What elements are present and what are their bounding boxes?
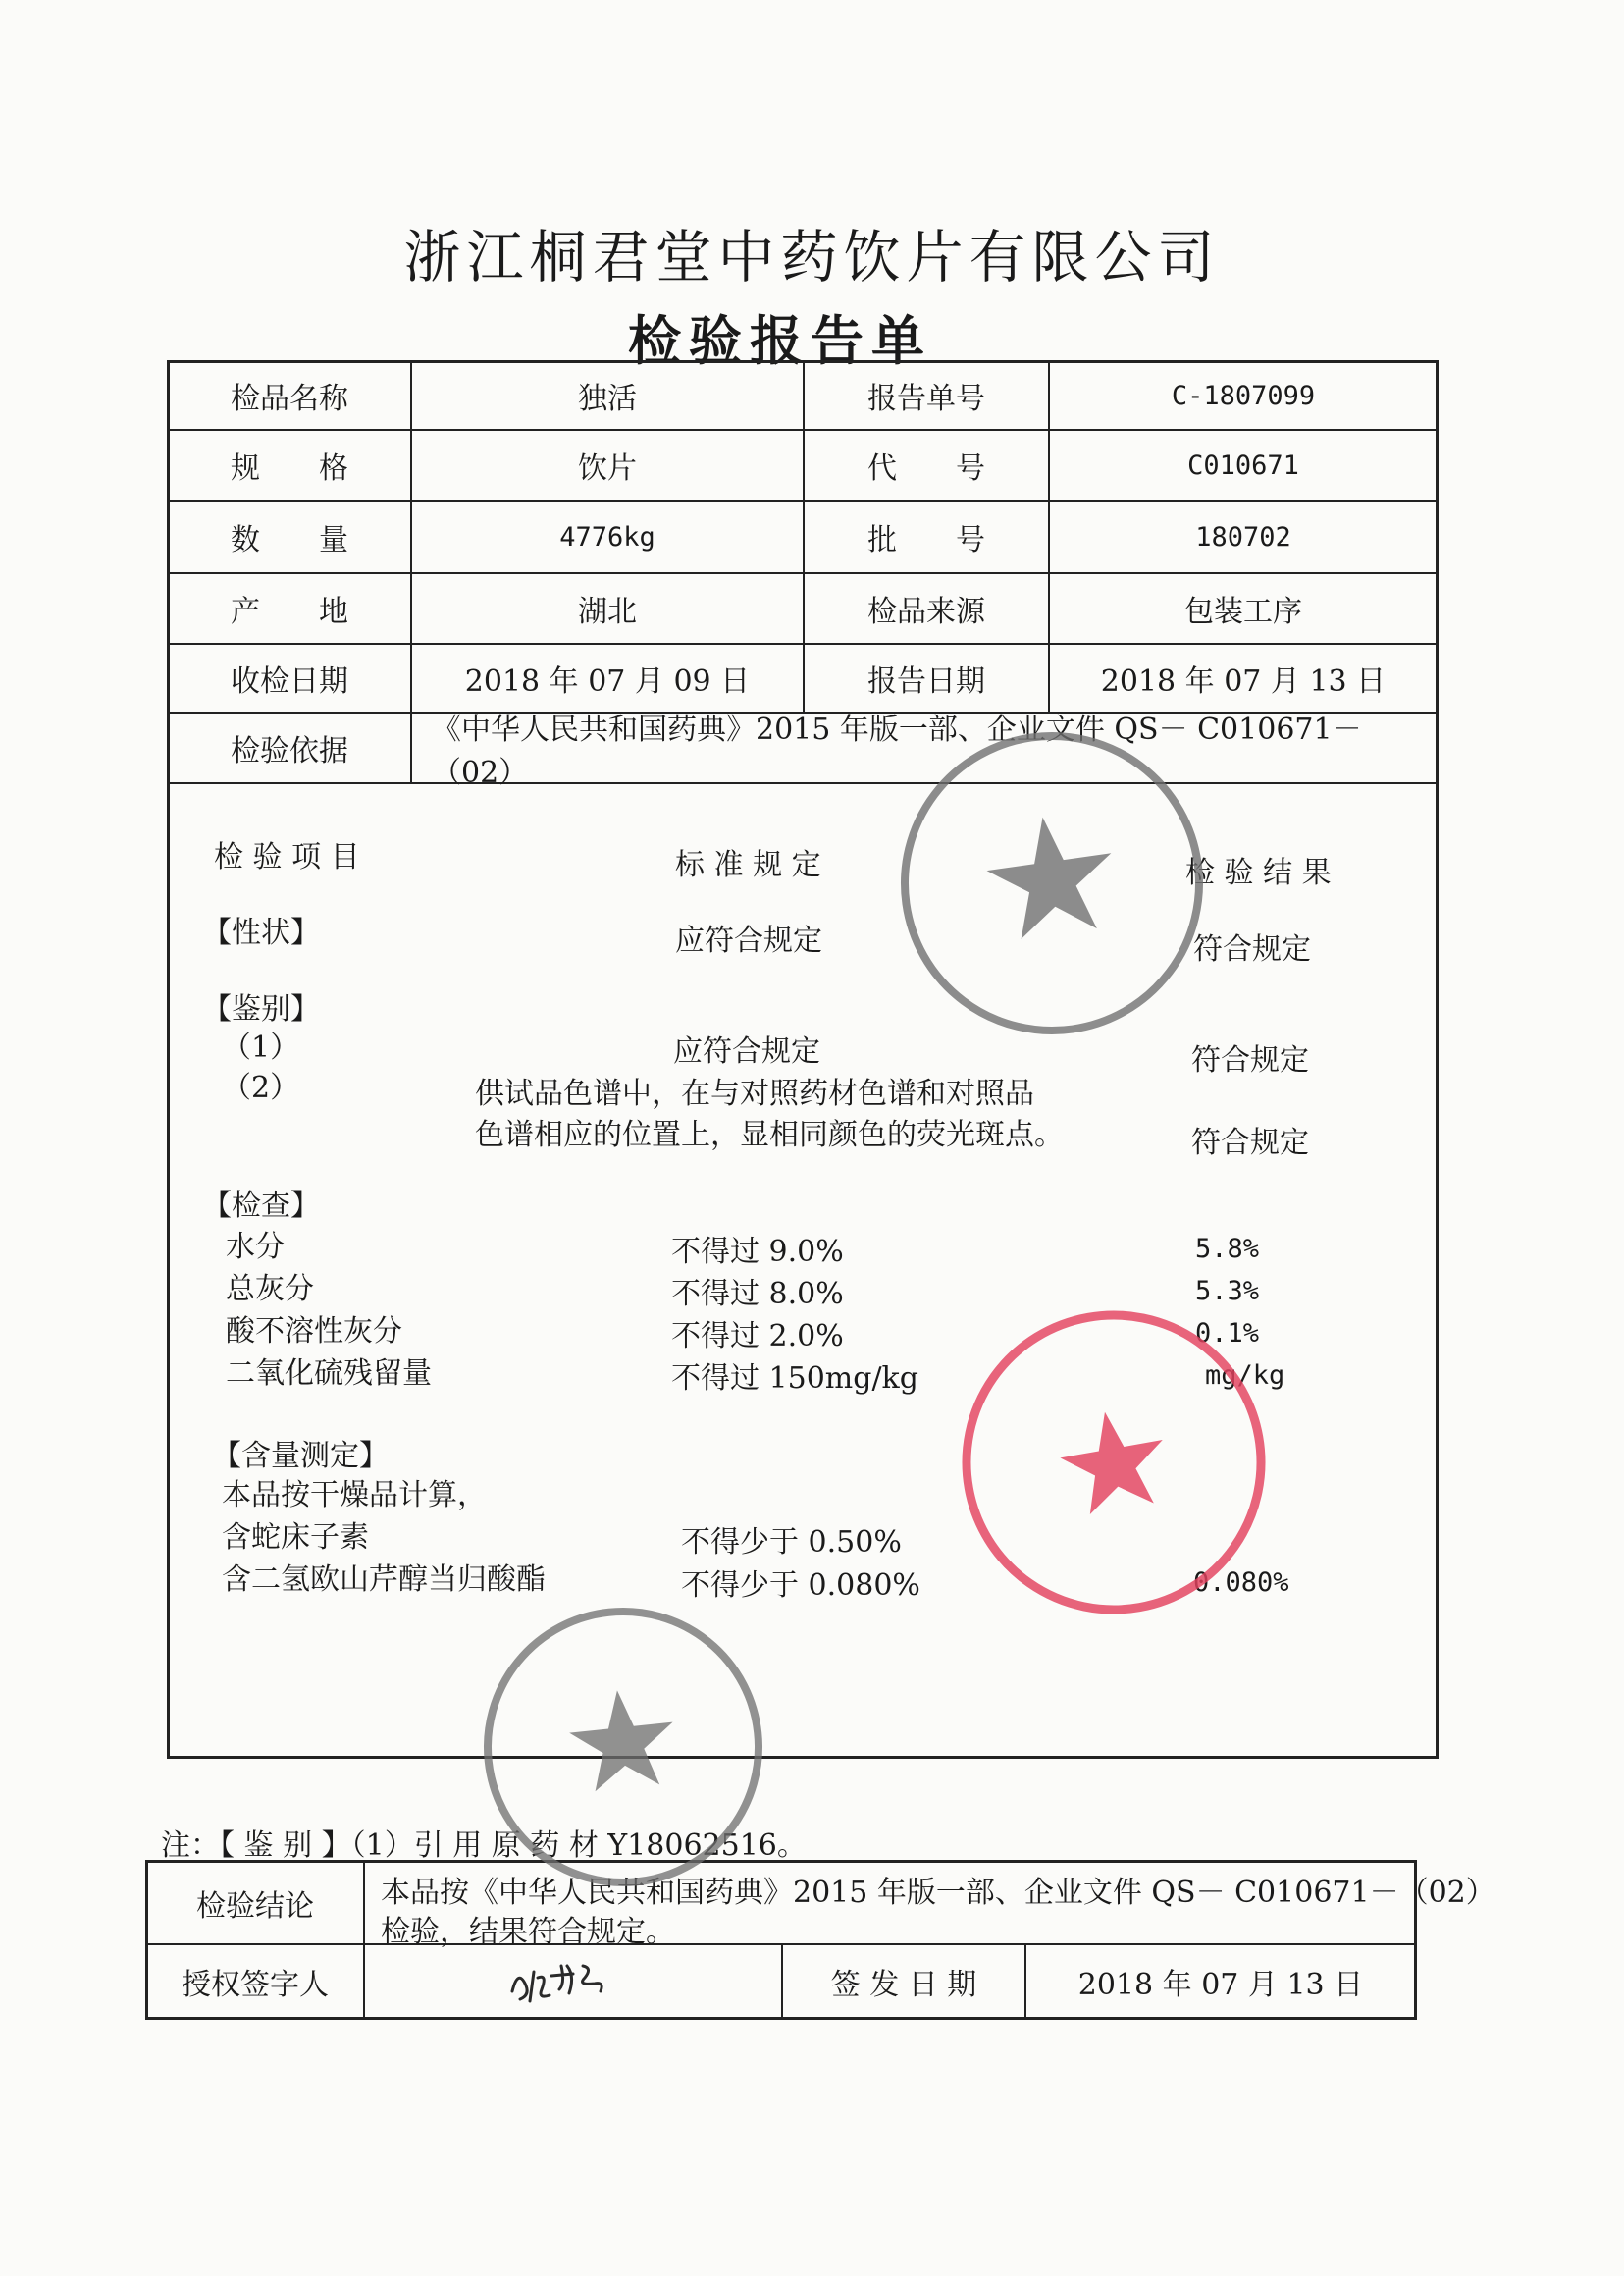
check-item-standard: 不得过 150mg/kg xyxy=(671,1361,918,1396)
document-title: 检验报告单 xyxy=(628,309,932,372)
label-batch: 批 号 xyxy=(867,523,985,557)
value-source: 包装工序 xyxy=(1184,595,1302,629)
check-item-result: mg/kg xyxy=(1205,1360,1285,1391)
identify-1-standard: 应符合规定 xyxy=(673,1034,820,1069)
signature xyxy=(365,1945,781,2018)
footnote: 注：【 鉴 别 】（1）引 用 原 药 材 Y18062516。 xyxy=(161,1828,807,1863)
section-check: 【检查】 xyxy=(202,1189,320,1223)
value-report-no: C-1807099 xyxy=(1171,380,1316,411)
assay-item-name: 含蛇床子素 xyxy=(222,1520,369,1555)
value-receive-date: 2018 年 07 月 09 日 xyxy=(464,664,751,699)
identify-2-standard-line2: 色谱相应的位置上，显相同颜色的荧光斑点。 xyxy=(475,1118,1064,1152)
identify-2-result: 符合规定 xyxy=(1191,1126,1309,1160)
label-receive-date: 收检日期 xyxy=(231,664,348,699)
label-conclusion: 检验结论 xyxy=(196,1888,314,1924)
label-code: 代 号 xyxy=(867,451,985,486)
label-origin: 产 地 xyxy=(231,595,348,629)
label-sample-name: 检品名称 xyxy=(231,382,348,416)
check-item-name: 二氧化硫残留量 xyxy=(226,1356,432,1391)
check-item-result: 0.1% xyxy=(1195,1318,1260,1349)
check-item-standard: 不得过 8.0% xyxy=(671,1277,844,1311)
section-identify: 【鉴别】 xyxy=(202,992,320,1027)
label-basis: 检验依据 xyxy=(231,734,348,768)
value-code: C010671 xyxy=(1187,450,1299,481)
value-origin: 湖北 xyxy=(578,595,637,629)
assay-note: 本品按干燥品计算， xyxy=(222,1478,487,1512)
assay-item-standard: 不得少于 0.50% xyxy=(681,1525,902,1560)
identify-2-label: （2） xyxy=(222,1071,300,1105)
value-batch: 180702 xyxy=(1195,521,1291,553)
section-assay: 【含量测定】 xyxy=(212,1439,389,1473)
conclusion-line1: 本品按《中华人民共和国药典》2015 年版一部、企业文件 QS－ C010671－（02） xyxy=(381,1876,1495,1910)
label-source: 检品来源 xyxy=(867,595,985,629)
col-item-heading: 检 验 项 目 xyxy=(214,840,360,874)
col-standard-heading: 标 准 规 定 xyxy=(675,848,821,882)
check-item-result: 5.3% xyxy=(1195,1276,1260,1306)
identify-1-label: （1） xyxy=(222,1031,300,1065)
check-item-result: 5.8% xyxy=(1195,1234,1260,1264)
label-signer: 授权签字人 xyxy=(182,1968,329,2002)
check-item-name: 酸不溶性灰分 xyxy=(226,1314,402,1349)
value-sample-name: 独活 xyxy=(578,382,637,416)
label-report-no: 报告单号 xyxy=(867,382,985,416)
assay-item-standard: 不得少于 0.080% xyxy=(681,1568,920,1603)
section-character: 【性状】 xyxy=(202,916,320,950)
assay-item-name: 含二氢欧山芹醇当归酸酯 xyxy=(222,1562,546,1597)
conclusion-line2: 检验，结果符合规定。 xyxy=(381,1915,675,1949)
label-report-date: 报告日期 xyxy=(867,664,985,699)
check-item-standard: 不得过 2.0% xyxy=(671,1319,844,1353)
value-basis: 《中华人民共和国药典》2015 年版一部、企业文件 QS－ C010671－（02） xyxy=(432,713,1362,790)
value-spec: 饮片 xyxy=(578,451,637,486)
identify-1-result: 符合规定 xyxy=(1191,1043,1309,1078)
value-report-date: 2018 年 07 月 13 日 xyxy=(1100,664,1387,699)
character-standard: 应符合规定 xyxy=(675,924,822,958)
company-name: 浙江桐君堂中药饮片有限公司 xyxy=(403,224,1221,291)
check-item-name: 总灰分 xyxy=(226,1272,314,1306)
label-spec: 规 格 xyxy=(231,451,348,486)
label-sign-date: 签 发 日 期 xyxy=(830,1968,977,2002)
identify-2-standard-line1: 供试品色谱中，在与对照药材色谱和对照品 xyxy=(475,1077,1034,1111)
check-item-standard: 不得过 9.0% xyxy=(671,1235,844,1269)
value-sign-date: 2018 年 07 月 13 日 xyxy=(1077,1968,1364,2002)
col-result-heading: 检 验 结 果 xyxy=(1185,856,1332,890)
character-result: 符合规定 xyxy=(1193,932,1311,967)
label-quantity: 数 量 xyxy=(231,523,348,557)
value-quantity: 4776kg xyxy=(559,521,655,553)
assay-item-result: 0.080% xyxy=(1193,1567,1289,1598)
signature-handwriting xyxy=(504,1952,642,2011)
check-item-name: 水分 xyxy=(226,1230,285,1264)
